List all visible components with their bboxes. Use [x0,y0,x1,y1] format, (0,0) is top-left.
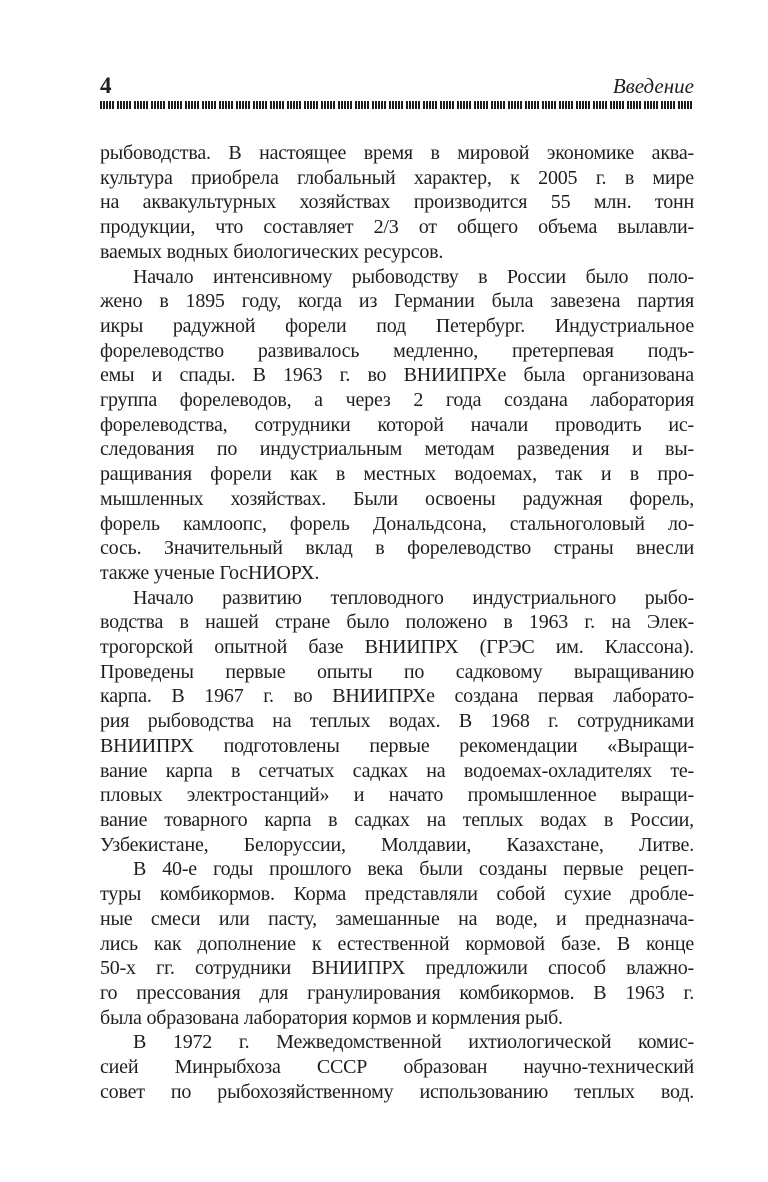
running-header [100,74,694,97]
body-text [100,141,694,1104]
text-line: была образована лаборатория кормов и кормления рыб. [100,1006,563,1029]
text-line: икры радужной форели под Петербург. Индустриальное [100,314,694,337]
text-line: В 1972 г. Межведомственной ихтиологической комис- [133,1031,694,1054]
paragraph [100,141,694,265]
text-line: ращивания форели как в местных водоемах, так и в про- [100,463,694,486]
text-line: вание карпа в сетчатых садках на водоемах-охладителях те- [100,759,694,782]
text-line: го прессования для гранулирования комбикормов. В 1963 г. [100,981,694,1004]
text-line: рыбоводства. В настоящее время в мировой экономике аква- [100,142,694,164]
text-line: также ученые ГосНИОРХ. [100,561,320,584]
text-line: туры комбикормов. Корма представляли собой сухие дробле- [100,883,694,906]
text-line: В 40-е годы прошлого века были созданы первые рецеп- [133,858,694,881]
text-line: рия рыбоводства на теплых водах. В 1968 г. сотрудниками [100,710,694,733]
text-line: 50-х гг. сотрудники ВНИИПРХ предложили способ влажно- [100,957,694,980]
text-line: группа форелеводов, а через 2 года создана лаборатория [100,389,694,412]
text-line: форелеводство развивалось медленно, претерпевая подъ- [100,339,694,362]
text-line: жено в 1895 году, когда из Германии была завезена партия [100,290,694,313]
text-line: следования по индустриальным методам разведения и вы- [100,438,694,461]
text-line: ные смеси или пасту, замешанные на воде, и предназнача- [100,907,694,930]
text-line: трогорской опытной базе ВНИИПРХ (ГРЭС им. Классона). [100,636,694,659]
text-line: ваемых водных биологических ресурсов. [100,240,444,263]
paragraph [100,265,694,586]
text-line: форель камлоопс, форель Дональдсона, стальноголовый ло- [100,512,694,535]
text-line: Проведены первые опыты по садковому выращиванию [100,660,694,683]
text-line: мышленных хозяйствах. Были освоены радужная форель, [100,487,694,510]
page-number: 4 [100,73,112,98]
text-line: емы и спады. В 1963 г. во ВНИИПРХе была организована [100,364,694,387]
text-line: Узбекистане, Белоруссии, Молдавии, Казахстане, Литве. [100,833,694,856]
paragraph [100,586,694,858]
text-line: сией Минрыбхоза СССР образован научно-технический [100,1056,694,1079]
text-line: лись как дополнение к естественной кормовой базе. В конце [100,932,694,955]
text-line: форелеводства, сотрудники которой начали проводить ис- [100,413,694,436]
text-line: карпа. В 1967 г. во ВНИИПРХе создана первая лаборато- [100,685,694,708]
text-line: водства в нашей стране было положено в 1963 г. на Элек- [100,611,694,634]
text-line: культура приобрела глобальный характер, к 2005 г. в мире [100,166,694,189]
text-line: совет по рыбохозяйственному использованию теплых вод. [100,1080,694,1103]
paragraph [100,857,694,1030]
text-line: пловых электростанций» и начато промышленное выращи- [100,784,694,807]
text-line: Начало интенсивному рыбоводству в России было поло- [133,265,694,288]
text-line: вание товарного карпа в садках на теплых водах в России, [100,808,694,831]
text-line: на аквакультурных хозяйствах производится 55 млн. тонн [100,191,694,214]
text-line: продукции, что составляет 2/3 от общего объема вылавли- [100,216,694,239]
text-line: ВНИИПРХ подготовлены первые рекомендации «Выращи- [100,734,694,757]
text-line: сось. Значительный вклад в форелеводство страны внесли [100,537,694,560]
header-rule-ornament [100,101,694,109]
paragraph [100,1030,694,1104]
text-line: Начало развитию тепловодного индустриального рыбо- [133,586,694,609]
running-head-chapter-title: Введение [612,74,694,98]
